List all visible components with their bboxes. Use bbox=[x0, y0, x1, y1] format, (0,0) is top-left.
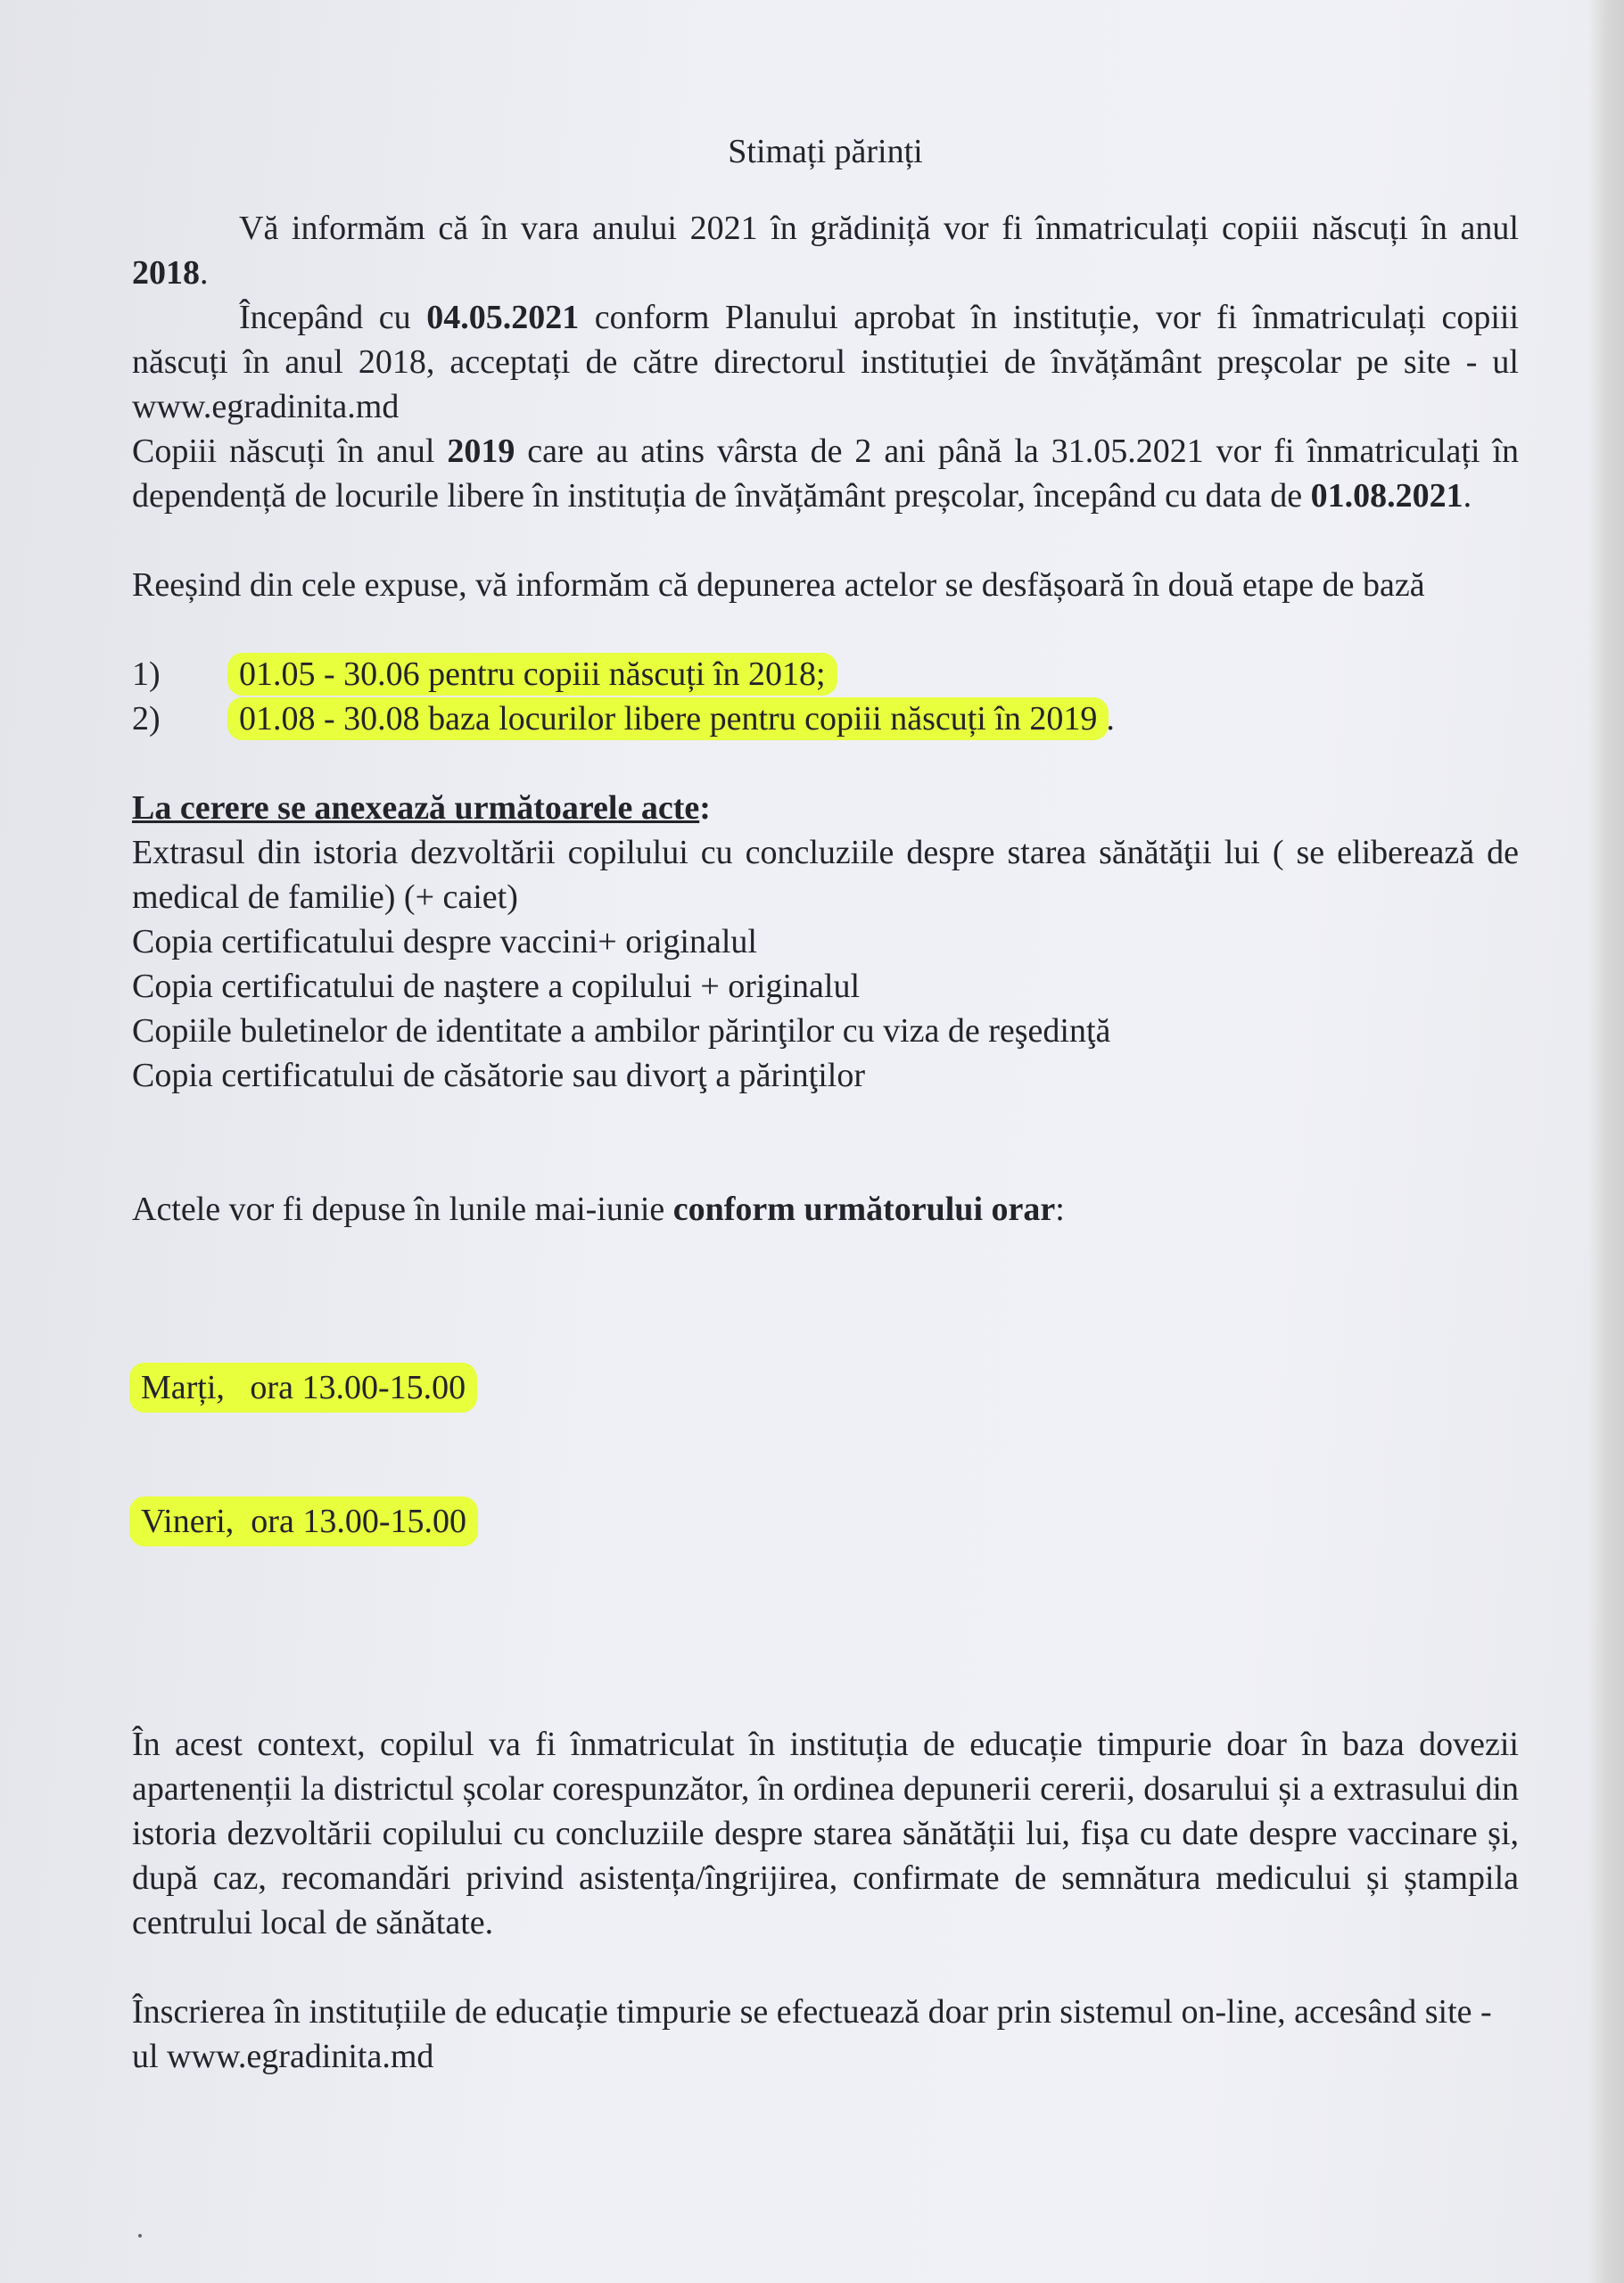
paper-speck bbox=[138, 2234, 142, 2238]
paragraph-context: În acest context, copilul va fi înmatriculat în instituția de educație timpurie doar în baza dovezii apartenenții la districtul școlar corespunzător, în ordinea depunerii cererii, dosarului și a extrasului din istoria dezvoltării copilului cu concluziile despre starea sănătății lui, fișa cu date despre vaccinare și, după caz, recomandări privind asistența/îngrijirea, confirmate de semnătura medicului și ștampila centrului local de sănătate. bbox=[132, 1726, 1519, 1941]
paragraph-2019-children: Copiii născuți în anul 2019 care au atins vârsta de 2 ani până la 31.05.2021 vor fi înmatriculați în dependență de locurile libere în instituția de învățământ preșcolar, începând cu data de 01.08.2021. bbox=[132, 433, 1519, 515]
schedule-item: Marți, ora 13.00-15.00 bbox=[132, 1365, 474, 1410]
schedule-intro: Actele vor fi depuse în lunile mai-iunie conform următorului orar: bbox=[132, 1191, 1065, 1228]
page-title: Stimați părinți bbox=[728, 133, 923, 170]
paragraph-enrollment-intro: Vă informăm că în vara anului 2021 în grădiniță vor fi înmatriculați copiii născuți în anul 2018. bbox=[132, 210, 1519, 292]
highlighted-text: 01.05 - 30.06 pentru copiii născuți în 2018; bbox=[230, 655, 835, 693]
requirement-item: Copia certificatului despre vaccini+ originalul bbox=[132, 923, 757, 960]
requirement-item: Copiile buletinelor de identitate a ambilor părinţilor cu viza de reşedinţă bbox=[132, 1012, 1111, 1050]
list-item: 2) 01.08 - 30.08 baza locurilor libere pentru copiii născuți în 2019 . bbox=[132, 700, 1115, 738]
paragraph-online-enrollment: Înscrierea în instituțiile de educație timpurie se efectuează doar prin sistemul on-line, accesând site - ul www.egradinita.md bbox=[132, 1993, 1492, 2075]
paragraph-stages-intro: Reeșind din cele expuse, vă informăm că depunerea actelor se desfășoară în două etape de bază bbox=[132, 566, 1425, 604]
requirements-section: La cerere se anexează următoarele acte: Extrasul din istoria dezvoltării copilului cu concluziile despre starea sănătăţii lui ( se eliberează de medical de familie) (+ caiet) Copia certificatului despre vaccini+ originalul Copia certificatului de naştere a copilului + originalul Copiile buletinelor de identitate a ambilor părinţilor cu viza de reşedinţă Copia certificatului de căsătorie sau divorţ a părinţilor bbox=[132, 786, 1519, 1098]
list-item: 1) 01.05 - 30.06 pentru copiii născuți în 2018; bbox=[132, 652, 1519, 696]
requirements-heading: La cerere se anexează următoarele acte bbox=[132, 789, 700, 827]
requirement-item: Copia certificatului de naştere a copilului + originalul bbox=[132, 968, 860, 1005]
highlighted-text: 01.08 - 30.08 baza locurilor libere pentru copiii născuți în 2019 bbox=[230, 700, 1106, 738]
schedule-list bbox=[132, 1276, 1519, 1633]
requirement-item: Copia certificatului de căsătorie sau divorţ a părinţilor bbox=[132, 1057, 865, 1094]
page-edge-shadow bbox=[1588, 0, 1624, 2283]
schedule-item: Vineri, ora 13.00-15.00 bbox=[132, 1499, 475, 1544]
stages-list bbox=[132, 652, 1519, 741]
requirement-item: Extrasul din istoria dezvoltării copilului cu concluziile despre starea sănătăţii lui ( se eliberează de medical de familie) (+ caiet) bbox=[132, 834, 1519, 916]
paragraph-start-date: Începând cu 04.05.2021 conform Planului aprobat în instituție, vor fi înmatriculați copiii născuți în anul 2018, acceptați de către directorul instituției de învățământ preșcolar pe site - ul www.egradinita.md bbox=[132, 299, 1520, 425]
document-body bbox=[132, 129, 1519, 2079]
